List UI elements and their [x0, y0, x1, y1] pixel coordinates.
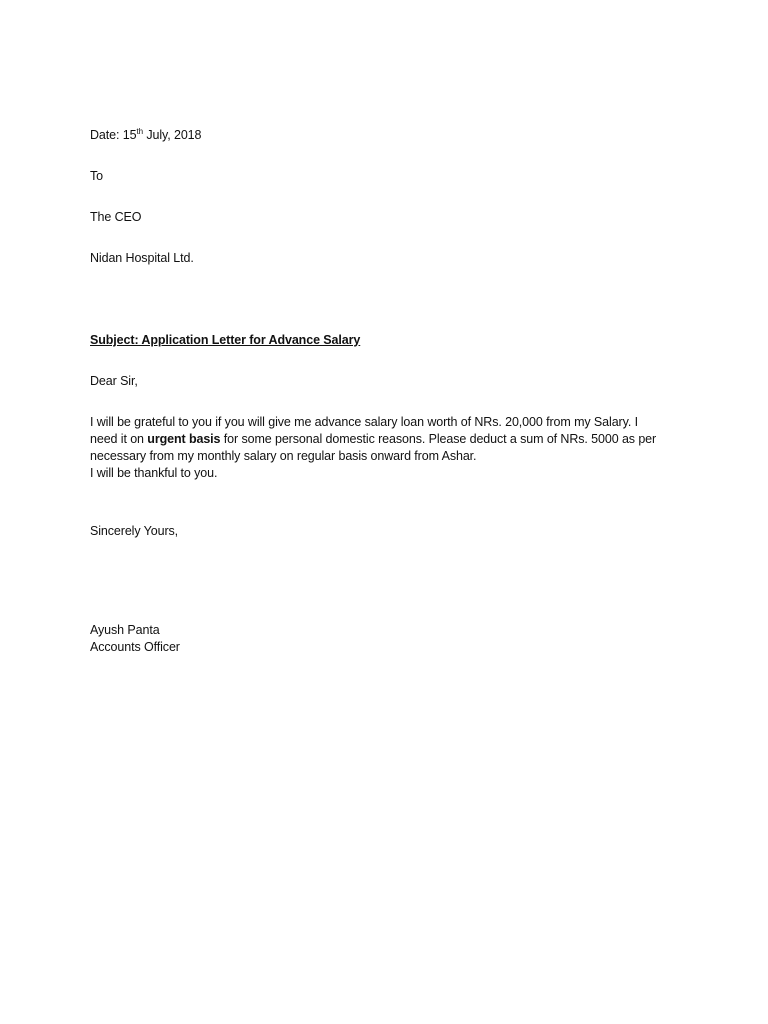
date-prefix: Date: 15: [90, 128, 137, 142]
signer-title: Accounts Officer: [90, 640, 180, 654]
letter-body-line-3: necessary from my monthly salary on regular basis onward from Ashar.: [90, 449, 477, 463]
date-suffix: July, 2018: [142, 128, 202, 142]
letter-body-line-1: I will be grateful to you if you will give me advance salary loan worth of NRs. 20,000 from my Salary. I: [90, 415, 638, 429]
letter: [90, 127, 670, 656]
letter-body: [90, 414, 670, 482]
letter-subject: Subject: Application Letter for Advance Salary: [90, 333, 361, 347]
letter-body-line-2: [90, 431, 670, 448]
body-emphasis-urgent-basis: urgent basis: [147, 432, 221, 446]
signer-name: Ayush Panta: [90, 623, 160, 637]
letter-salutation: Dear Sir,: [90, 374, 138, 388]
date-ordinal-suffix: th: [136, 126, 143, 136]
letter-recipient: The CEO: [90, 210, 142, 224]
body-line-2-start: need it on: [90, 432, 148, 446]
letter-date: [90, 127, 670, 144]
letter-body-line-4: I will be thankful to you.: [90, 466, 218, 480]
letter-closing: Sincerely Yours,: [90, 524, 179, 538]
body-line-2-end: for some personal domestic reasons. Please deduct a sum of NRs. 5000 as per: [220, 432, 657, 446]
letter-company: Nidan Hospital Ltd.: [90, 251, 194, 265]
letter-to: To: [90, 169, 104, 183]
